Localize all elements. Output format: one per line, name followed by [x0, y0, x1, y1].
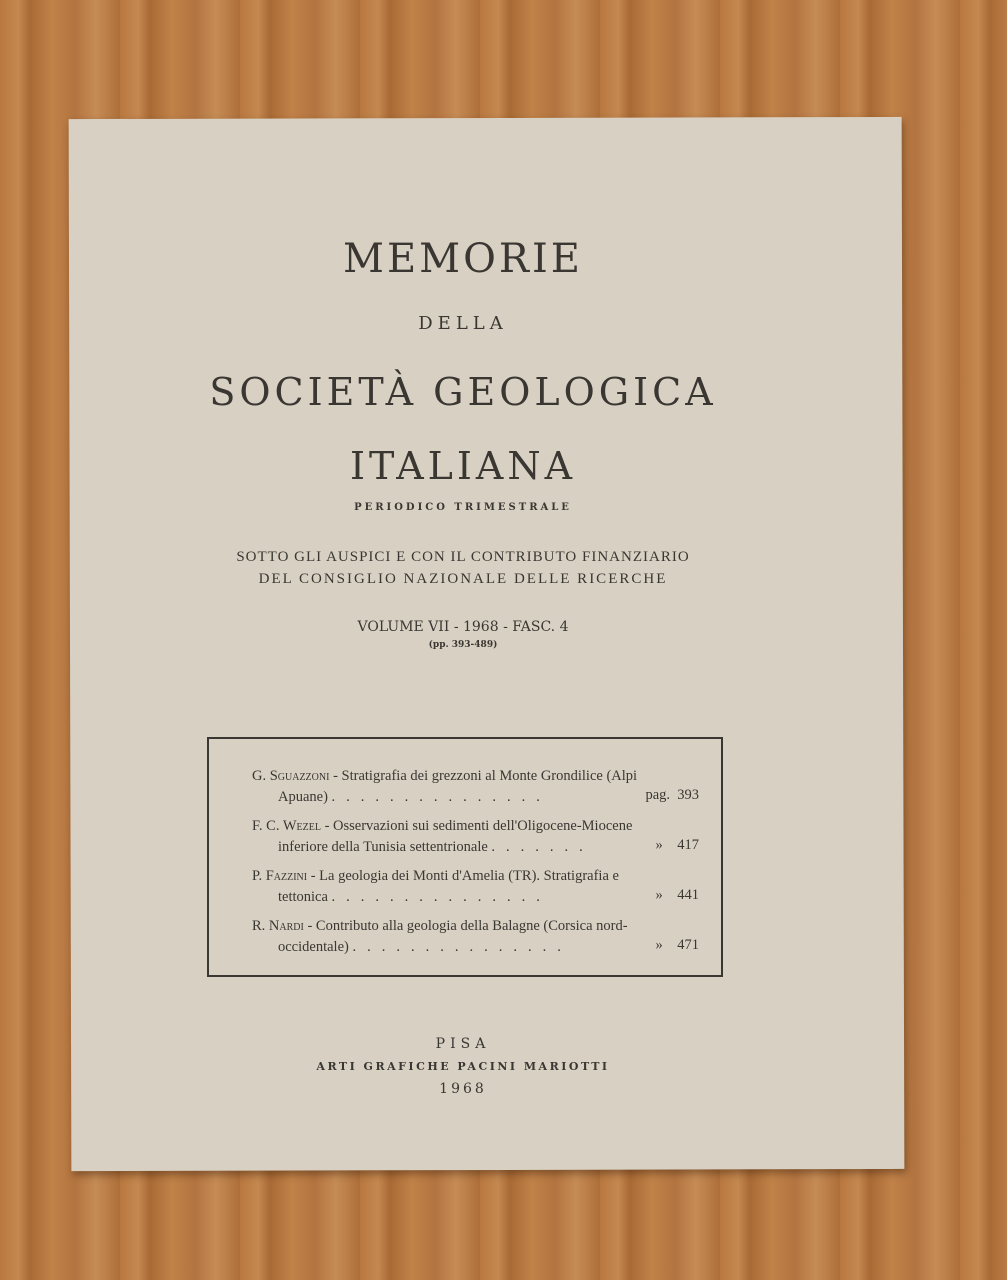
article-title: - Contributo alla geologia della Balagne (Corsica nord- [303, 918, 628, 934]
auspices-line2: DEL CONSIGLIO NAZIONALE DELLE RICERCHE [258, 571, 668, 587]
author: P. Fazzini [252, 868, 308, 884]
toc-page: pag. 393 [645, 787, 699, 803]
article-title-cont: Apuane) [278, 789, 328, 805]
page-range: (pp. 393-489) [428, 640, 498, 650]
auspices-line1: SOTTO GLI AUSPICI E CON IL CONTRIBUTO FINANZIARIO [236, 549, 690, 565]
title-societa-geologica: SOCIETÀ GEOLOGICA [209, 370, 717, 414]
title-della: DELLA [418, 313, 508, 334]
imprint-city: PISA [435, 1036, 491, 1052]
author: R. Nardi [252, 918, 304, 934]
author: F. C. Wezel [252, 818, 321, 834]
table-of-contents [207, 737, 723, 977]
article-title: - La geologia dei Monti d'Amelia (TR). Stratigrafia e [307, 868, 619, 884]
author: G. Sguazzoni [252, 768, 330, 784]
article-title: - Osservazioni sui sedimenti dell'Oligocene-Miocene [320, 818, 633, 834]
imprint-publisher: ARTI GRAFICHE PACINI MARIOTTI [316, 1060, 610, 1073]
imprint-year: 1968 [439, 1081, 487, 1097]
article-title: - Stratigrafia dei grezzoni al Monte Grondilice (Alpi [329, 768, 638, 784]
article-title-cont: tettonica [278, 889, 328, 905]
toc-entry: P. Fazzini - La geologia dei Monti d'Amelia (TR). Stratigrafia e tettonica ............... [252, 868, 619, 905]
toc-page: » 441 [655, 887, 699, 903]
toc-page: » 417 [655, 837, 699, 853]
toc-entry: F. C. Wezel - Osservazioni sui sedimenti dell'Oligocene-Miocene inferiore della Tunisia settentrionale ....... [252, 818, 633, 855]
volume-info: VOLUME VII - 1968 - FASC. 4 [357, 619, 569, 635]
title-italiana: ITALIANA [349, 444, 577, 488]
title-memorie: MEMORIE [342, 236, 584, 282]
toc-page: » 471 [655, 937, 699, 953]
toc-entry: R. Nardi - Contributo alla geologia della Balagne (Corsica nord- occidentale) ............... [252, 918, 628, 955]
article-title-cont: inferiore della Tunisia settentrionale [278, 839, 488, 855]
periodicity: PERIODICO TRIMESTRALE [354, 502, 572, 513]
article-title-cont: occidentale) [278, 939, 349, 955]
toc-entry: G. Sguazzoni - Stratigrafia dei grezzoni al Monte Grondilice (Alpi Apuane) ............... [252, 768, 638, 805]
